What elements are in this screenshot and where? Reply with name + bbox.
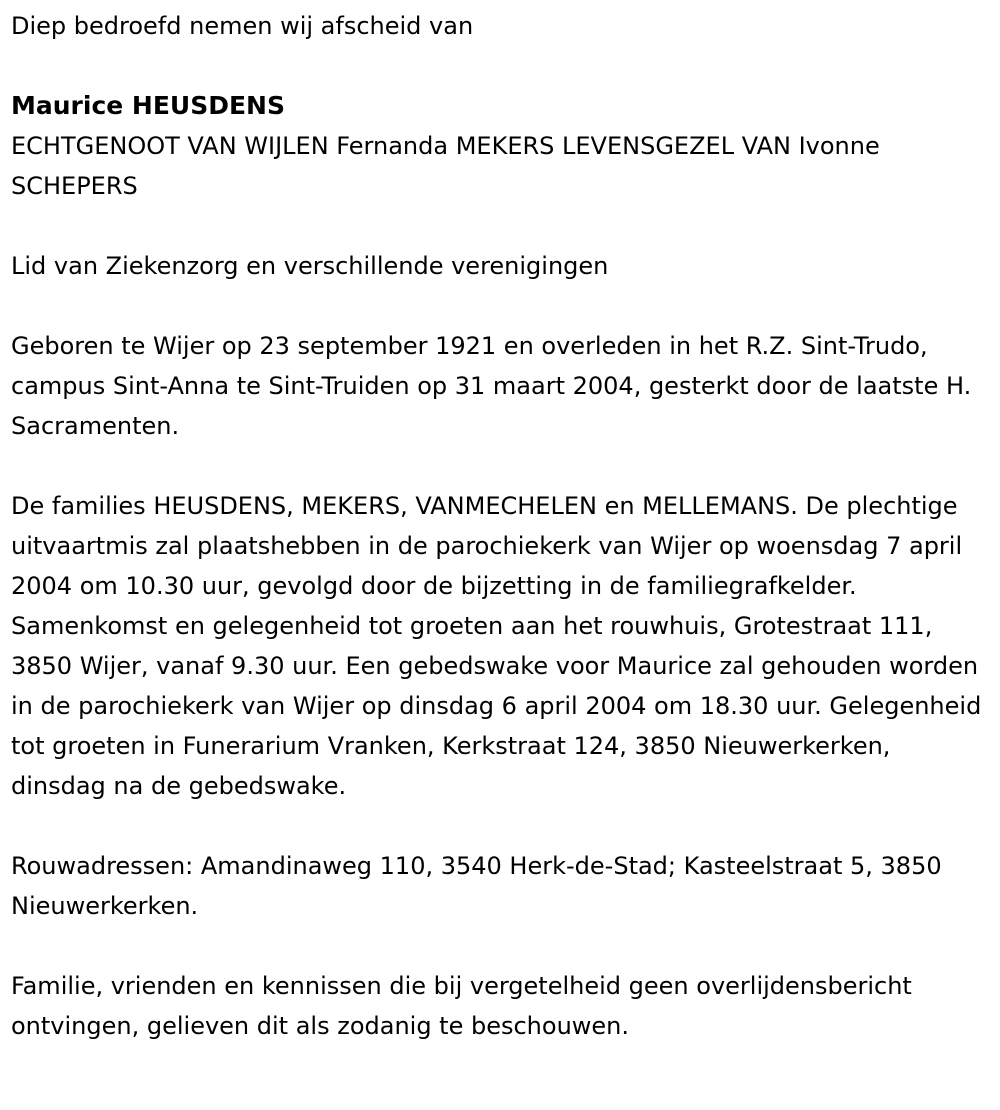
mourning-addresses-paragraph: Rouwadressen: Amandinaweg 110, 3540 Herk-de-Stad; Kasteelstraat 5, 3850 Nieuwerkerken.: [11, 852, 942, 920]
service-paragraph: De families HEUSDENS, MEKERS, VANMECHELEN en MELLEMANS. De plechtige uitvaartmis zal plaatshebben in de parochiekerk van Wijer op woensdag 7 april 2004 om 10.30 uur, gevolgd door de bijzetting in de familiegrafkelder. Samenkomst en gelegenheid tot groeten aan het rouwhuis, Grotestraat 111, 3850 Wijer, vanaf 9.30 uur. Een gebedswake voor Maurice zal gehouden worden in de parochiekerk van Wijer op dinsdag 6 april 2004 om 18.30 uur. Gelegenheid tot groeten in Funerarium Vranken, Kerkstraat 124, 3850 Nieuwerkerken, dinsdag na de gebedswake.: [11, 492, 982, 800]
intro-line: Diep bedroefd nemen wij afscheid van: [11, 12, 474, 40]
spacer: [11, 806, 991, 846]
spacer: [11, 46, 991, 86]
spacer: [11, 286, 991, 326]
closing-paragraph: Familie, vrienden en kennissen die bij vergetelheid geen overlijdensbericht ontvingen, gelieven dit als zodanig te beschouwen.: [11, 972, 912, 1040]
membership-paragraph: Lid van Ziekenzorg en verschillende verenigingen: [11, 252, 609, 280]
birth-death-paragraph: Geboren te Wijer op 23 september 1921 en overleden in het R.Z. Sint-Trudo, campus Sint-Anna te Sint-Truiden op 31 maart 2004, gesterkt door de laatste H. Sacramenten.: [11, 332, 972, 440]
obituary-document: [11, 6, 991, 1046]
relations-paragraph: ECHTGENOOT VAN WIJLEN Fernanda MEKERS LEVENSGEZEL VAN Ivonne SCHEPERS: [11, 132, 880, 200]
spacer: [11, 446, 991, 486]
deceased-name: Maurice HEUSDENS: [11, 91, 285, 120]
spacer: [11, 206, 991, 246]
spacer: [11, 926, 991, 966]
